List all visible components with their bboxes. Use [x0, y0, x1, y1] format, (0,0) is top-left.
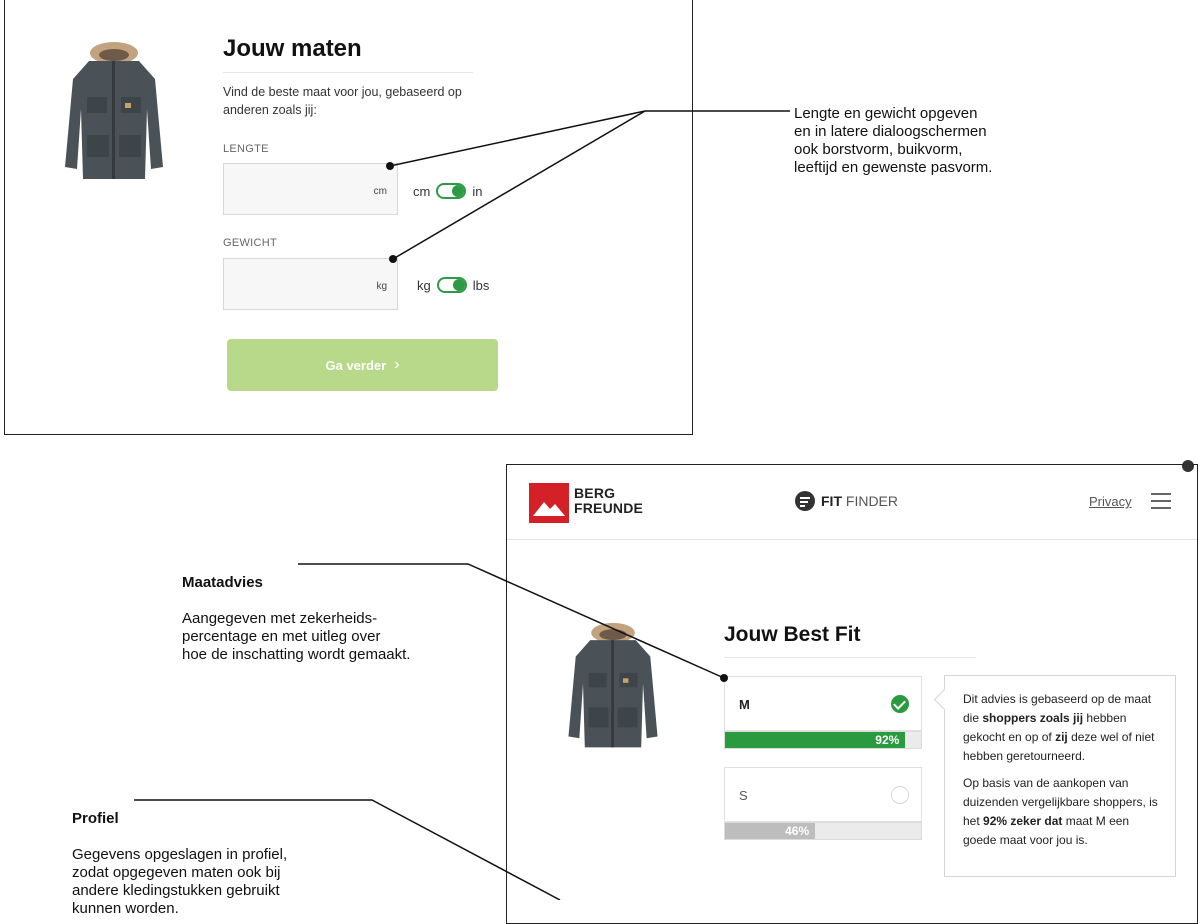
weight-toggle-left-label: kg [417, 277, 431, 293]
height-toggle-left-label: cm [413, 183, 431, 199]
weight-unit-suffix: kg [376, 281, 387, 292]
callout-dot-weight [389, 255, 397, 263]
fit-finder-title: FIT FINDER [795, 491, 898, 511]
size-advice-annotation-title: Maatadvies [182, 574, 263, 591]
continue-button-label: Ga verder [325, 357, 387, 373]
profile-annotation-title: Profiel [72, 810, 119, 827]
inputs-annotation: Lengte en gewicht opgeven en in latere dialoogschermen ook borstvorm, buikvorm, leeftijd en gewenste pasvorm. [794, 105, 993, 176]
brand-name: BERG FREUNDE [574, 485, 644, 516]
callout-dot-height [386, 162, 394, 170]
tooltip-paragraph-1: Dit advies is gebaseerd op de maat die shoppers zoals jij hebben gekocht en op of zij deze wel of niet hebben geretourneerd. [963, 692, 1155, 763]
privacy-link[interactable]: Privacy [1089, 494, 1132, 509]
profile-annotation-text: Gegevens opgeslagen in profiel, zodat opgegeven maten ook bij andere kledingstukken gebruikt kunnen worden. [72, 846, 288, 917]
height-label: LENGTE [223, 143, 269, 155]
size-label: S [739, 788, 748, 803]
tooltip-paragraph-2: Op basis van de aankopen van duizenden vergelijkbare shoppers, is het 92% zeker dat maat M een goede maat voor jou is. [963, 776, 1158, 847]
confidence-percent: 92% [875, 733, 900, 747]
weight-label: GEWICHT [223, 237, 278, 249]
height-toggle-right-label: in [472, 183, 483, 199]
confidence-percent: 46% [785, 824, 810, 838]
chevron-right-icon: › [394, 356, 400, 373]
best-fit-title: Jouw Best Fit [724, 623, 861, 646]
callout-line-profile [134, 800, 560, 900]
size-advice-annotation-text: Aangegeven met zekerheids- percentage en met uitleg over hoe de inschatting wordt gemaakt. [182, 610, 411, 663]
page-title: Jouw maten [223, 35, 362, 62]
callout-line-size-advice [298, 564, 724, 678]
callout-line-height [390, 111, 790, 166]
height-unit-suffix: cm [373, 186, 387, 197]
size-label: M [739, 697, 750, 712]
callout-dot-size-advice [720, 674, 728, 682]
callout-line-weight [393, 111, 645, 259]
intro-text: Vind de beste maat voor jou, gebaseerd op anderen zoals jij: [223, 85, 462, 117]
weight-toggle-right-label: lbs [472, 277, 490, 293]
